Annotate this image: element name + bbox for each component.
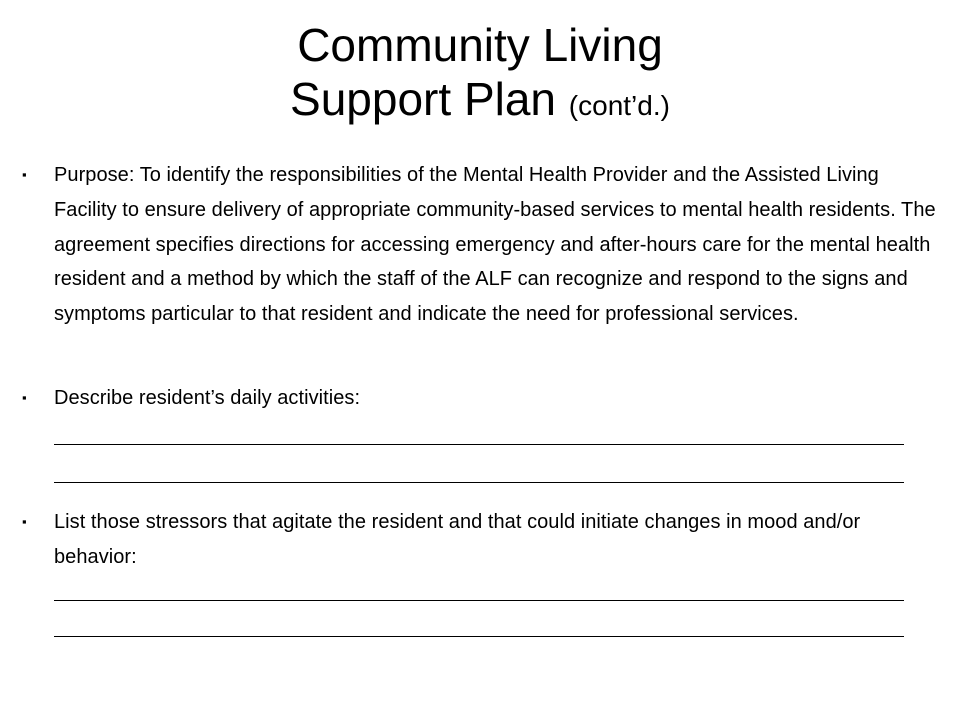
stressors-line-2[interactable] <box>54 636 904 637</box>
stressors-line-1[interactable] <box>54 600 904 601</box>
daily-activities-bullet <box>20 381 940 416</box>
daily-activities-prompt: Describe resident’s daily activities: <box>54 387 361 409</box>
bullet-icon: ▪ <box>22 390 27 405</box>
stressors-prompt: List those stressors that agitate the resident and that could initiate changes in mood and/or behavior: <box>54 511 861 568</box>
purpose-text: Purpose: To identify the responsibilities of the Mental Health Provider and the Assisted Living Facility to ensure delivery of appropriate community-based services to mental health residents. The agreement specifies directions for accessing emergency and after-hours care for the mental health resident and a method by which the staff of the ALF can recognize and respond to the signs and symptoms particular to that resident and indicate the need for professional services. <box>54 164 936 326</box>
title-line-2 <box>0 72 960 133</box>
title-suffix: (cont’d.) <box>568 90 670 121</box>
bullet-icon: ▪ <box>22 167 27 182</box>
title-main: Support Plan <box>290 73 557 125</box>
stressors-bullet <box>20 505 940 575</box>
page-title <box>0 18 960 133</box>
bullet-icon: ▪ <box>22 514 27 529</box>
title-line-1: Community Living <box>297 19 663 71</box>
purpose-bullet <box>20 158 940 332</box>
daily-activities-line-1[interactable] <box>54 444 904 445</box>
daily-activities-line-2[interactable] <box>54 482 904 483</box>
